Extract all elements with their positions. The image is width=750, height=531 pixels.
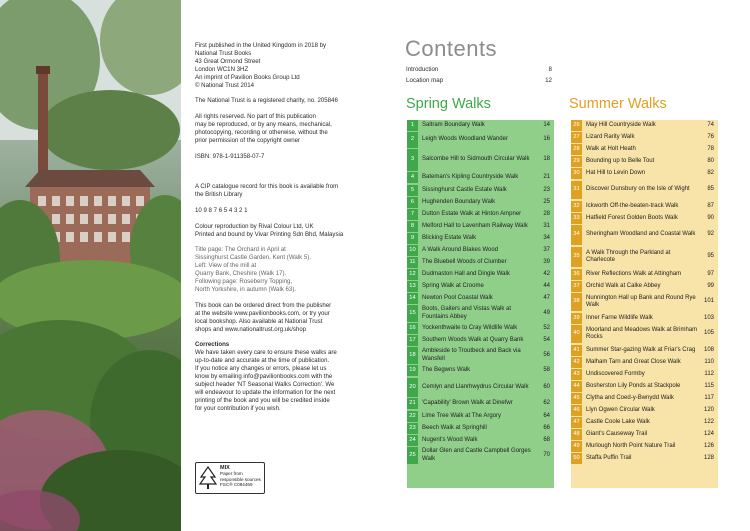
walk-title: Spring Walk at Croome [422, 282, 484, 289]
walk-number: 21 [407, 398, 418, 409]
walk-entry [407, 305, 554, 322]
cip-note: A CIP catalogue record for this book is available from the British Library [195, 182, 339, 198]
walk-title: Saltram Boundary Walk [422, 121, 485, 128]
walk-title: Clytha and Coed-y-Bwnydd Walk [586, 394, 674, 401]
walk-page: 42 [543, 270, 550, 277]
walk-entry [571, 144, 718, 155]
walk-number: 49 [571, 441, 582, 452]
walk-title: Undiscovered Formby [586, 370, 645, 377]
intro-label: Introduction [406, 66, 439, 73]
walk-number: 9 [407, 233, 418, 244]
walk-entry [571, 181, 718, 199]
walk-entry [571, 405, 718, 416]
summer-walks-list [571, 120, 718, 488]
walk-number: 2 [407, 132, 418, 148]
walk-title: Sheringham Woodland and Coastal Walk [586, 231, 696, 238]
walk-number: 6 [407, 197, 418, 208]
walk-title: Dutton Estate Walk at Hinton Ampner [422, 210, 522, 217]
cover-photo [0, 0, 181, 531]
walk-page: 105 [703, 330, 714, 337]
walk-entry [407, 120, 554, 131]
imprint-block [195, 42, 355, 421]
walk-page: 64 [543, 412, 550, 419]
walk-number: 40 [571, 325, 582, 343]
walk-entry [571, 225, 718, 245]
walk-page: 92 [707, 231, 714, 238]
walk-entry [407, 323, 554, 334]
walk-entry [407, 132, 554, 148]
walk-number: 27 [571, 132, 582, 143]
walk-title: Orchid Walk at Calke Abbey [586, 282, 661, 289]
walk-number: 50 [571, 453, 582, 464]
walk-page: 126 [703, 442, 714, 449]
walk-entry [407, 378, 554, 397]
walk-entry [407, 447, 554, 464]
page-title: Contents [405, 36, 498, 61]
map-label: Location map [406, 77, 444, 84]
walk-title: Dudmaston Hall and Dingle Walk [422, 270, 510, 277]
walk-number: 7 [407, 209, 418, 220]
walk-page: 31 [543, 222, 550, 229]
walk-entry [571, 293, 718, 311]
walk-number: 26 [571, 120, 582, 131]
walk-entry [407, 335, 554, 346]
walk-entry [571, 453, 718, 464]
walk-number: 17 [407, 335, 418, 346]
walk-title: Hat Hill to Levin Down [586, 169, 646, 176]
walk-title: The Bluebell Woods of Clumber [422, 258, 507, 265]
printer-info: Colour reproduction by Rival Colour Ltd, UK Printed and bound by Vivar Printing Sdn Bhd, Malaysia [195, 222, 344, 238]
walk-page: 54 [543, 336, 550, 343]
walk-number: 19 [407, 365, 418, 376]
isbn: ISBN: 978-1-911358-07-7 [195, 152, 265, 160]
walk-title: Murlough North Point Nature Trail [586, 442, 676, 449]
walk-entry [407, 293, 554, 304]
walk-entry [571, 381, 718, 392]
walk-entry [407, 185, 554, 196]
walk-entry [571, 441, 718, 452]
walk-page: 78 [707, 145, 714, 152]
walk-number: 1 [407, 120, 418, 131]
walk-entry [571, 156, 718, 167]
walk-title: River Reflections Walk at Attingham [586, 270, 682, 277]
walk-number: 28 [571, 144, 582, 155]
walk-entry [407, 221, 554, 232]
walk-number: 23 [407, 423, 418, 434]
fsc-text [220, 466, 262, 488]
walk-title: Nunnington Hall up Bank and Round Rye Walk [586, 294, 696, 308]
walk-entry [571, 417, 718, 428]
walk-title: Bosherston Lily Ponds at Stackpole [586, 382, 681, 389]
corrections-text: We have taken every care to ensure these walks are up-to-date and accurate at the time of publication. If you notice any changes or errors, please let us know by emailing info@pavilionbooks.com with the subject header 'NT Seasonal Walks Correction'. We will endeavour to update the information for the next printing of the book and you will be credited inside for your contribution if you wish. [195, 349, 337, 412]
walk-entry [407, 197, 554, 208]
walk-page: 39 [543, 258, 550, 265]
walk-title: Summer Star-gazing Walk at Friar's Crag [586, 346, 696, 353]
walk-number: 4 [407, 172, 418, 183]
fsc-logo [195, 462, 265, 494]
walk-entry [407, 365, 554, 376]
walk-number: 13 [407, 281, 418, 292]
walk-title: May Hill Countryside Walk [586, 121, 656, 128]
walk-page: 101 [703, 298, 714, 305]
walk-entry [407, 281, 554, 292]
walk-number: 41 [571, 345, 582, 356]
walk-entry [407, 149, 554, 171]
walk-title: Leigh Woods Woodland Wander [422, 136, 508, 143]
walk-title: Llyn Ogwen Circular Walk [586, 406, 655, 413]
print-line: 10 9 8 7 6 5 4 3 2 1 [195, 206, 248, 214]
walk-title: Moorland and Meadows Walk at Brimham Rocks [586, 326, 698, 340]
walk-entry [407, 347, 554, 364]
walk-number: 39 [571, 313, 582, 324]
walk-entry [407, 172, 554, 183]
walk-page: 21 [543, 173, 550, 180]
walk-number: 24 [407, 435, 418, 446]
walk-entry [571, 201, 718, 212]
walk-entry [571, 120, 718, 131]
walk-entry [407, 257, 554, 268]
walk-page: 122 [703, 418, 714, 425]
walk-page: 82 [707, 169, 714, 176]
walk-page: 18 [543, 156, 550, 163]
summer-heading: Summer Walks [569, 96, 667, 112]
walk-entry [571, 247, 718, 267]
walk-entry [571, 281, 718, 292]
walk-page: 60 [543, 383, 550, 390]
walk-entry [571, 213, 718, 224]
walk-page: 74 [707, 121, 714, 128]
walk-entry [571, 357, 718, 368]
walk-title: The Begwns Walk [422, 366, 471, 373]
walk-title: Yockenthwaite to Cray Wildlife Walk [422, 324, 518, 331]
walk-page: 97 [707, 270, 714, 277]
walk-page: 108 [703, 346, 714, 353]
fsc-details: Paper from responsible sources FSC® C084469 [220, 471, 261, 488]
walk-number: 29 [571, 156, 582, 167]
walk-entry [571, 429, 718, 440]
walk-title: Inner Farne Wildlife Walk [586, 314, 653, 321]
walk-title: Ickworth Off-the-beaten-track Walk [586, 202, 679, 209]
walk-page: 47 [543, 294, 550, 301]
walk-number: 5 [407, 185, 418, 196]
walk-page: 117 [704, 394, 714, 401]
walk-title: Melford Hall to Lavenham Railway Walk [422, 222, 528, 229]
publisher-info: First published in the United Kingdom in 2018 by National Trust Books 43 Great Ormond Street London WC1N 3HZ An imprint of Pavilion Books Group Ltd © National Trust 2014 [195, 42, 327, 89]
walk-entry [571, 168, 718, 179]
walk-number: 11 [407, 257, 418, 268]
walk-number: 35 [571, 247, 582, 267]
walk-page: 80 [707, 157, 714, 164]
walk-entry [407, 209, 554, 220]
walk-number: 42 [571, 357, 582, 368]
intro-page: 8 [548, 66, 552, 73]
walk-page: 52 [543, 324, 550, 331]
walk-page: 128 [703, 454, 714, 461]
walk-page: 62 [543, 399, 550, 406]
walk-page: 37 [543, 246, 550, 253]
ordering-info: This book can be ordered direct from the publisher at the website www.pavilionbooks.com, or try your local bookshop. Also available at National Trust shops and www.nationaltrust.org.uk/shop [195, 301, 332, 333]
walk-number: 30 [571, 168, 582, 179]
walk-title: Cemlyn and Llanrhwydrus Circular Walk [422, 383, 529, 390]
walk-number: 36 [571, 269, 582, 280]
walk-title: Nugent's Wood Walk [422, 436, 478, 443]
walk-title: Hatfield Forest Golden Boots Walk [586, 214, 678, 221]
walk-title: Ambleside to Troutbeck and Back via Wansfell [422, 348, 521, 362]
walk-number: 18 [407, 347, 418, 364]
walk-page: 25 [543, 198, 550, 205]
walk-entry [571, 345, 718, 356]
fsc-mix: MIX [220, 465, 230, 471]
walk-number: 31 [571, 181, 582, 199]
walk-title: 'Capability' Brown Walk at Dinefwr [422, 399, 513, 406]
walk-title: Boots, Gaiters and Vistas Walk at Fountains Abbey [422, 306, 512, 320]
walk-title: Staffa Puffin Trail [586, 454, 632, 461]
list-item [406, 77, 552, 88]
walk-page: 124 [703, 430, 714, 437]
walk-page: 23 [543, 186, 550, 193]
walk-number: 34 [571, 225, 582, 245]
walk-number: 32 [571, 201, 582, 212]
intro-list [406, 66, 552, 88]
rights-note: All rights reserved. No part of this publication may be reproduced, or by any means, mechanical, photocopying, recording or otherwise, without the prior permission of the copyright owner [195, 113, 332, 145]
walk-page: 14 [543, 121, 550, 128]
spring-walks-list [407, 120, 554, 488]
walk-page: 66 [543, 424, 550, 431]
walk-number: 46 [571, 405, 582, 416]
walk-number: 3 [407, 149, 418, 171]
walk-entry [571, 369, 718, 380]
walk-entry [571, 313, 718, 324]
walk-number: 44 [571, 381, 582, 392]
walk-page: 70 [543, 451, 550, 458]
walk-page: 99 [707, 282, 714, 289]
walk-page: 34 [543, 234, 550, 241]
walk-entry [407, 435, 554, 446]
walk-page: 44 [543, 282, 550, 289]
walk-title: Newton Pool Coastal Walk [422, 294, 493, 301]
walk-number: 12 [407, 269, 418, 280]
walk-page: 28 [543, 210, 550, 217]
walk-entry [407, 233, 554, 244]
fsc-tree-icon [199, 466, 217, 490]
walk-number: 14 [407, 293, 418, 304]
walk-page: 120 [703, 406, 714, 413]
mill-illustration [0, 0, 181, 531]
walk-number: 25 [407, 447, 418, 464]
walk-title: Dollar Glen and Castle Campbell Gorges Walk [422, 448, 531, 462]
walk-page: 49 [543, 309, 550, 316]
walk-number: 10 [407, 245, 418, 256]
photo-captions: Title page: The Orchard in April at Sissinghurst Castle Garden, Kent (Walk 5). Left: View of the mill at Quarry Bank, Cheshire (Walk 17). Following page: Roseberry Topping, North Yorkshire, in autumn (Walk 63). [195, 246, 311, 293]
walk-title: Lizard Rarity Walk [586, 133, 635, 140]
walk-page: 110 [704, 358, 714, 365]
walk-entry [571, 132, 718, 143]
walk-title: Castle Coole Lake Walk [586, 418, 650, 425]
walk-page: 103 [703, 314, 714, 321]
walk-number: 48 [571, 429, 582, 440]
walk-entry [571, 325, 718, 343]
walk-title: Discover Dunsbury on the Isle of Wight [586, 186, 690, 193]
walk-number: 33 [571, 213, 582, 224]
walk-entry [407, 411, 554, 422]
walk-entry [571, 269, 718, 280]
walk-number: 47 [571, 417, 582, 428]
walk-entry [407, 269, 554, 280]
walk-entry [407, 245, 554, 256]
charity-note: The National Trust is a registered charity, no. 205846 [195, 97, 338, 105]
walk-page: 56 [543, 351, 550, 358]
walk-page: 95 [707, 253, 714, 260]
walk-title: Sissinghurst Castle Estate Walk [422, 186, 507, 193]
walk-number: 37 [571, 281, 582, 292]
walk-title: A Walk Around Blakes Wood [422, 246, 499, 253]
walk-title: Walk at Holt Heath [586, 145, 636, 152]
walk-number: 22 [407, 411, 418, 422]
walk-number: 45 [571, 393, 582, 404]
walk-page: 58 [543, 366, 550, 373]
walk-number: 8 [407, 221, 418, 232]
walk-entry [407, 398, 554, 409]
walk-title: Malham Tarn and Great Close Walk [586, 358, 681, 365]
walk-number: 20 [407, 378, 418, 397]
walk-title: A Walk Through the Parkland at Charlecote [586, 249, 671, 263]
spring-heading: Spring Walks [406, 96, 491, 112]
walk-page: 16 [543, 136, 550, 143]
walk-title: Bateman's Kipling Countryside Walk [422, 173, 519, 180]
walk-number: 38 [571, 293, 582, 311]
map-page: 12 [545, 77, 552, 84]
walk-page: 76 [707, 133, 714, 140]
walk-page: 68 [543, 436, 550, 443]
walk-entry [407, 423, 554, 434]
walk-title: Blicking Estate Walk [422, 234, 477, 241]
walk-title: Bounding up to Belle Tout [586, 157, 655, 164]
list-item [406, 66, 552, 77]
walk-page: 115 [704, 382, 714, 389]
walk-page: 85 [707, 186, 714, 193]
walk-title: Giant's Causeway Trail [586, 430, 648, 437]
walk-title: Salcombe Hill to Sidmouth Circular Walk [422, 156, 530, 163]
walk-page: 87 [707, 202, 714, 209]
walk-title: Beech Walk at Springhill [422, 424, 487, 431]
walk-title: Lime Tree Walk at The Argory [422, 412, 502, 419]
corrections-heading: Corrections [195, 341, 230, 349]
walk-title: Hughenden Boundary Walk [422, 198, 496, 205]
walk-page: 90 [707, 214, 714, 221]
walk-page: 112 [704, 370, 714, 377]
walk-title: Southern Woods Walk at Quarry Bank [422, 336, 524, 343]
walk-number: 15 [407, 305, 418, 322]
walk-entry [571, 393, 718, 404]
walk-number: 43 [571, 369, 582, 380]
walk-number: 16 [407, 323, 418, 334]
